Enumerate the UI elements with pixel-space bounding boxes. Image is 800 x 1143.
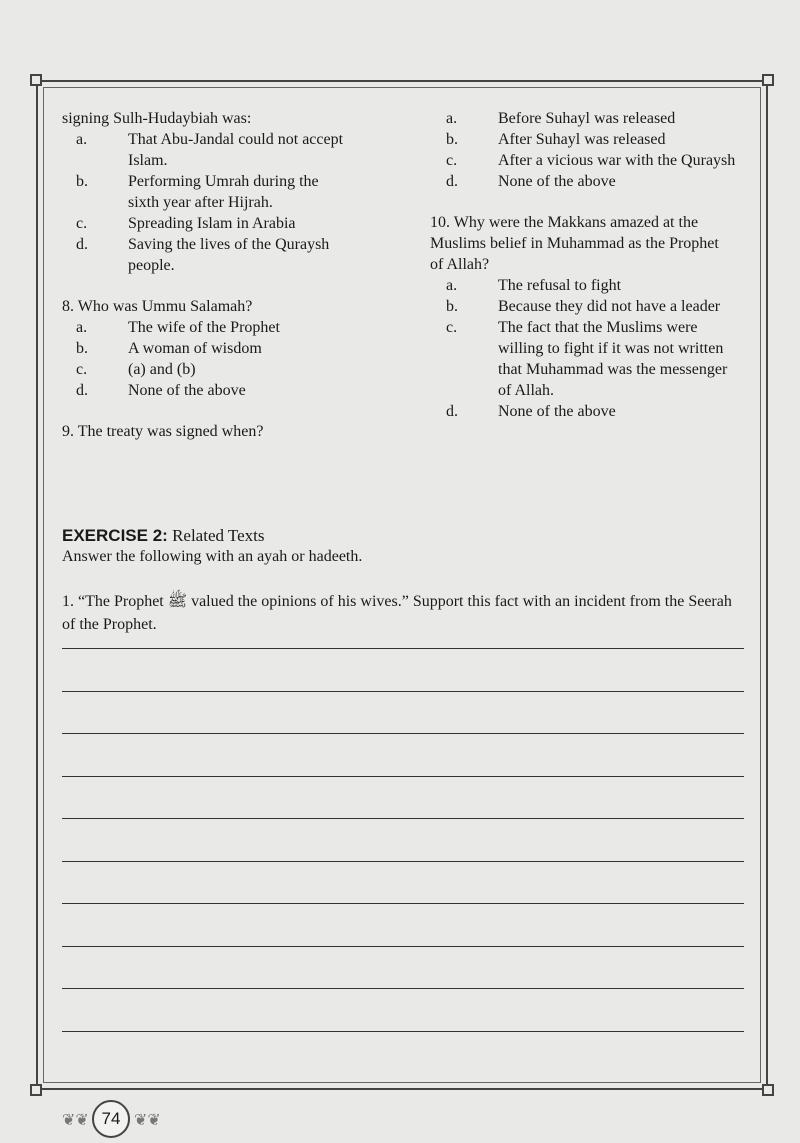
exercise-question-1: 1. “The Prophet ﷺ valued the opinions of his wives.” Support this fact with an incident from the Seerah of the Prophet. (62, 593, 732, 633)
page-number: 74 (92, 1100, 130, 1138)
option-letter: d. (446, 173, 458, 190)
answer-line (62, 776, 744, 777)
exercise-instruction: Answer the following with an ayah or hadeeth. (62, 548, 363, 565)
answer-option (62, 129, 352, 171)
option-text: (a) and (b) (128, 361, 196, 378)
option-letter: a. (446, 277, 458, 294)
option-letter: d. (76, 236, 88, 253)
exercise-title (62, 526, 265, 546)
option-letter: c. (446, 319, 458, 336)
answer-line (62, 818, 744, 819)
option-text: A woman of wisdom (128, 340, 262, 357)
question-8: 8. Who was Ummu Salamah? (62, 298, 253, 315)
option-letter: a. (446, 110, 458, 127)
corner-ornament (762, 1084, 774, 1096)
option-letter: a. (76, 319, 88, 336)
option-letter: a. (76, 131, 88, 148)
answer-option (430, 108, 740, 129)
answer-option (430, 401, 740, 422)
option-letter: d. (446, 403, 458, 420)
option-text: The fact that the Muslims were willing to fight if it was not written that Muhammad was the messenger of Allah. (498, 319, 728, 399)
answer-option (62, 234, 352, 276)
exercise-title-bold: EXERCISE 2: (62, 526, 168, 545)
answer-option (62, 338, 352, 359)
option-letter: c. (76, 361, 88, 378)
answer-line (62, 1031, 744, 1032)
answer-line (62, 903, 744, 904)
option-letter: c. (446, 152, 458, 169)
option-text: Spreading Islam in Arabia (128, 215, 296, 232)
option-list (430, 108, 740, 192)
option-letter: c. (76, 215, 88, 232)
answer-option (62, 359, 352, 380)
option-list (430, 275, 740, 422)
ornament-left-icon: ❦❦ (62, 1112, 89, 1129)
option-list (62, 129, 352, 276)
option-text: The refusal to fight (498, 277, 622, 294)
question-continuation: signing Sulh-Hudaybiah was: (62, 110, 252, 127)
left-column (62, 108, 352, 442)
answer-option (430, 171, 740, 192)
option-text: None of the above (128, 382, 246, 399)
option-text: Performing Umrah during the sixth year after Hijrah. (128, 173, 319, 211)
option-list (62, 317, 352, 401)
answer-option (430, 317, 740, 401)
corner-ornament (762, 74, 774, 86)
question-10: 10. Why were the Makkans amazed at the Muslims belief in Muhammad as the Prophet of Allah? (430, 214, 719, 273)
answer-line (62, 648, 744, 649)
question-9: 9. The treaty was signed when? (62, 423, 264, 440)
option-text: Saving the lives of the Quraysh people. (128, 236, 330, 274)
answer-option (62, 171, 352, 213)
answer-option (430, 275, 740, 296)
answer-option (430, 150, 740, 171)
option-letter: b. (446, 298, 458, 315)
option-text: Before Suhayl was released (498, 110, 676, 127)
answer-line (62, 691, 744, 692)
option-text: That Abu-Jandal could not accept Islam. (128, 131, 344, 169)
corner-ornament (30, 1084, 42, 1096)
answer-line (62, 946, 744, 947)
option-letter: b. (446, 131, 458, 148)
right-column (430, 108, 740, 422)
option-letter: b. (76, 340, 88, 357)
ornament-right-icon: ❦❦ (134, 1112, 161, 1129)
option-letter: b. (76, 173, 88, 190)
answer-option (430, 129, 740, 150)
answer-option (62, 213, 352, 234)
option-letter: d. (76, 382, 88, 399)
answer-option (430, 296, 740, 317)
option-text: After Suhayl was released (498, 131, 666, 148)
option-text: After a vicious war with the Quraysh (498, 152, 736, 169)
answer-option (62, 380, 352, 401)
option-text: Because they did not have a leader (498, 298, 721, 315)
answer-line (62, 861, 744, 862)
option-text: The wife of the Prophet (128, 319, 280, 336)
answer-line (62, 988, 744, 989)
answer-option (62, 317, 352, 338)
option-text: None of the above (498, 173, 616, 190)
option-text: None of the above (498, 403, 616, 420)
answer-line (62, 733, 744, 734)
exercise-title-rest: Related Texts (167, 526, 265, 545)
corner-ornament (30, 74, 42, 86)
